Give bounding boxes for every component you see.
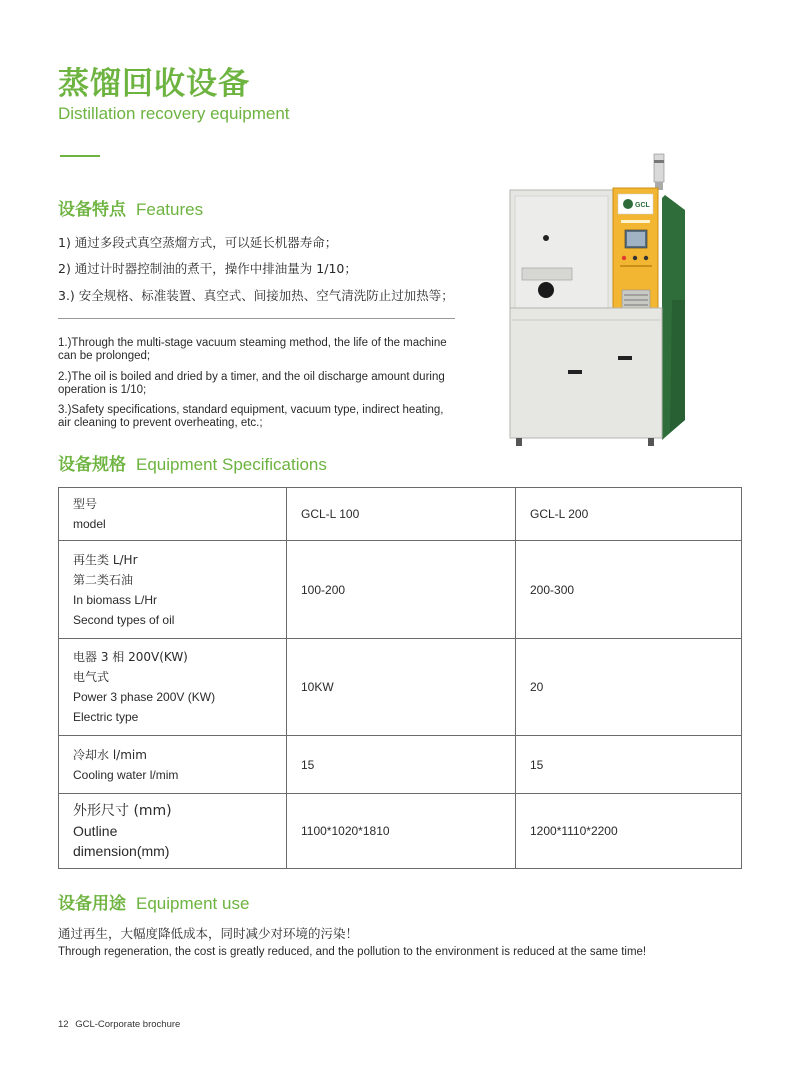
- feature-en-2: 2.)The oil is boiled and dried by a timer, and the oil discharge amount during operation is 1/10;: [58, 371, 445, 396]
- table-row: [59, 794, 742, 869]
- spec-label-line: 再生类 L/Hr: [73, 552, 138, 567]
- feature-cn-2: 2) 通过计时器控制油的煮干，操作中排油量为 1/10；: [58, 261, 357, 276]
- spec-label-line: Second types of oil: [73, 612, 175, 627]
- feature-cn-1: 1) 通过多段式真空蒸熘方式，可以延长机器寿命；: [58, 235, 338, 250]
- spec-value-cell: 20: [516, 639, 742, 736]
- specs-heading: [58, 450, 327, 475]
- table-row: [59, 736, 742, 794]
- spec-label-cell: [59, 639, 287, 736]
- feature-en-1: 1.)Through the multi-stage vacuum steaming method, the life of the machine can be prolonged;: [58, 337, 447, 362]
- feature-en-3: 3.)Safety specifications, standard equipment, vacuum type, indirect heating, air cleaning to prevent overheating, etc.;: [58, 404, 444, 429]
- spec-label-line: In biomass L/Hr: [73, 592, 158, 607]
- spec-label-line: dimension(mm): [73, 843, 170, 859]
- spec-value-cell: 1100*1020*1810: [287, 794, 516, 869]
- spec-label-line: Power 3 phase 200V (KW): [73, 690, 216, 704]
- features-divider: [58, 318, 455, 319]
- spec-label-line: 电气式: [73, 670, 110, 684]
- use-heading: [58, 889, 249, 914]
- specs-heading-en: Equipment Specifications: [136, 455, 327, 474]
- spec-value-cell: 15: [287, 736, 516, 794]
- spec-label-line: 冷却水 l/mim: [73, 747, 147, 762]
- machine-image: [500, 150, 695, 450]
- spec-value-cell: 200-300: [516, 541, 742, 639]
- table-row: [59, 541, 742, 639]
- spec-value-cell: GCL-L 100: [287, 488, 516, 541]
- spec-label-line: Cooling water l/mim: [73, 767, 179, 782]
- spec-value-cell: 10KW: [287, 639, 516, 736]
- page-number: 12: [58, 1019, 69, 1030]
- specs-table: [58, 487, 742, 869]
- page-title-en: Distillation recovery equipment: [58, 104, 290, 123]
- machine-logo: GCL: [635, 202, 650, 209]
- spec-label-line: 电器 3 相 200V(KW): [73, 650, 188, 664]
- spec-label-cell: [59, 736, 287, 794]
- table-row: [59, 639, 742, 736]
- table-row: [59, 488, 742, 541]
- spec-value-cell: GCL-L 200: [516, 488, 742, 541]
- spec-label-cell: [59, 541, 287, 639]
- use-text-en: Through regeneration, the cost is greatly reduced, and the pollution to the environment is reduced at the same time!: [58, 946, 647, 958]
- use-heading-cn: 设备用途: [58, 894, 126, 914]
- specs-heading-cn: 设备规格: [58, 455, 126, 475]
- spec-value-cell: 1200*1110*2200: [516, 794, 742, 869]
- feature-cn-3: 3.) 安全规格、标准装置、真空式、间接加热、空气清洗防止过加热等；: [58, 288, 454, 303]
- features-heading: [58, 195, 203, 220]
- use-text-cn: 通过再生，大幅度降低成本，同时减少对环境的污染！: [58, 926, 359, 941]
- spec-label-line: 第二类石油: [73, 572, 134, 587]
- features-heading-cn: 设备特点: [58, 200, 126, 220]
- page-title-cn: 蒸馏回收设备: [58, 66, 250, 102]
- spec-label-cell: [59, 794, 287, 869]
- spec-value-cell: 15: [516, 736, 742, 794]
- spec-label-line: 外形尺寸 (mm): [73, 803, 172, 819]
- use-heading-en: Equipment use: [136, 894, 250, 913]
- spec-label-line: model: [73, 517, 106, 531]
- spec-label-line: Electric type: [73, 710, 139, 724]
- spec-value-cell: 100-200: [287, 541, 516, 639]
- title-underline: [60, 155, 100, 157]
- spec-label-line: Outline: [73, 823, 118, 839]
- spec-label-line: 型号: [73, 497, 98, 511]
- features-heading-en: Features: [136, 200, 204, 219]
- spec-label-cell: [59, 488, 287, 541]
- footer-label: GCL-Corporate brochure: [75, 1019, 181, 1030]
- page-footer: [58, 1019, 180, 1030]
